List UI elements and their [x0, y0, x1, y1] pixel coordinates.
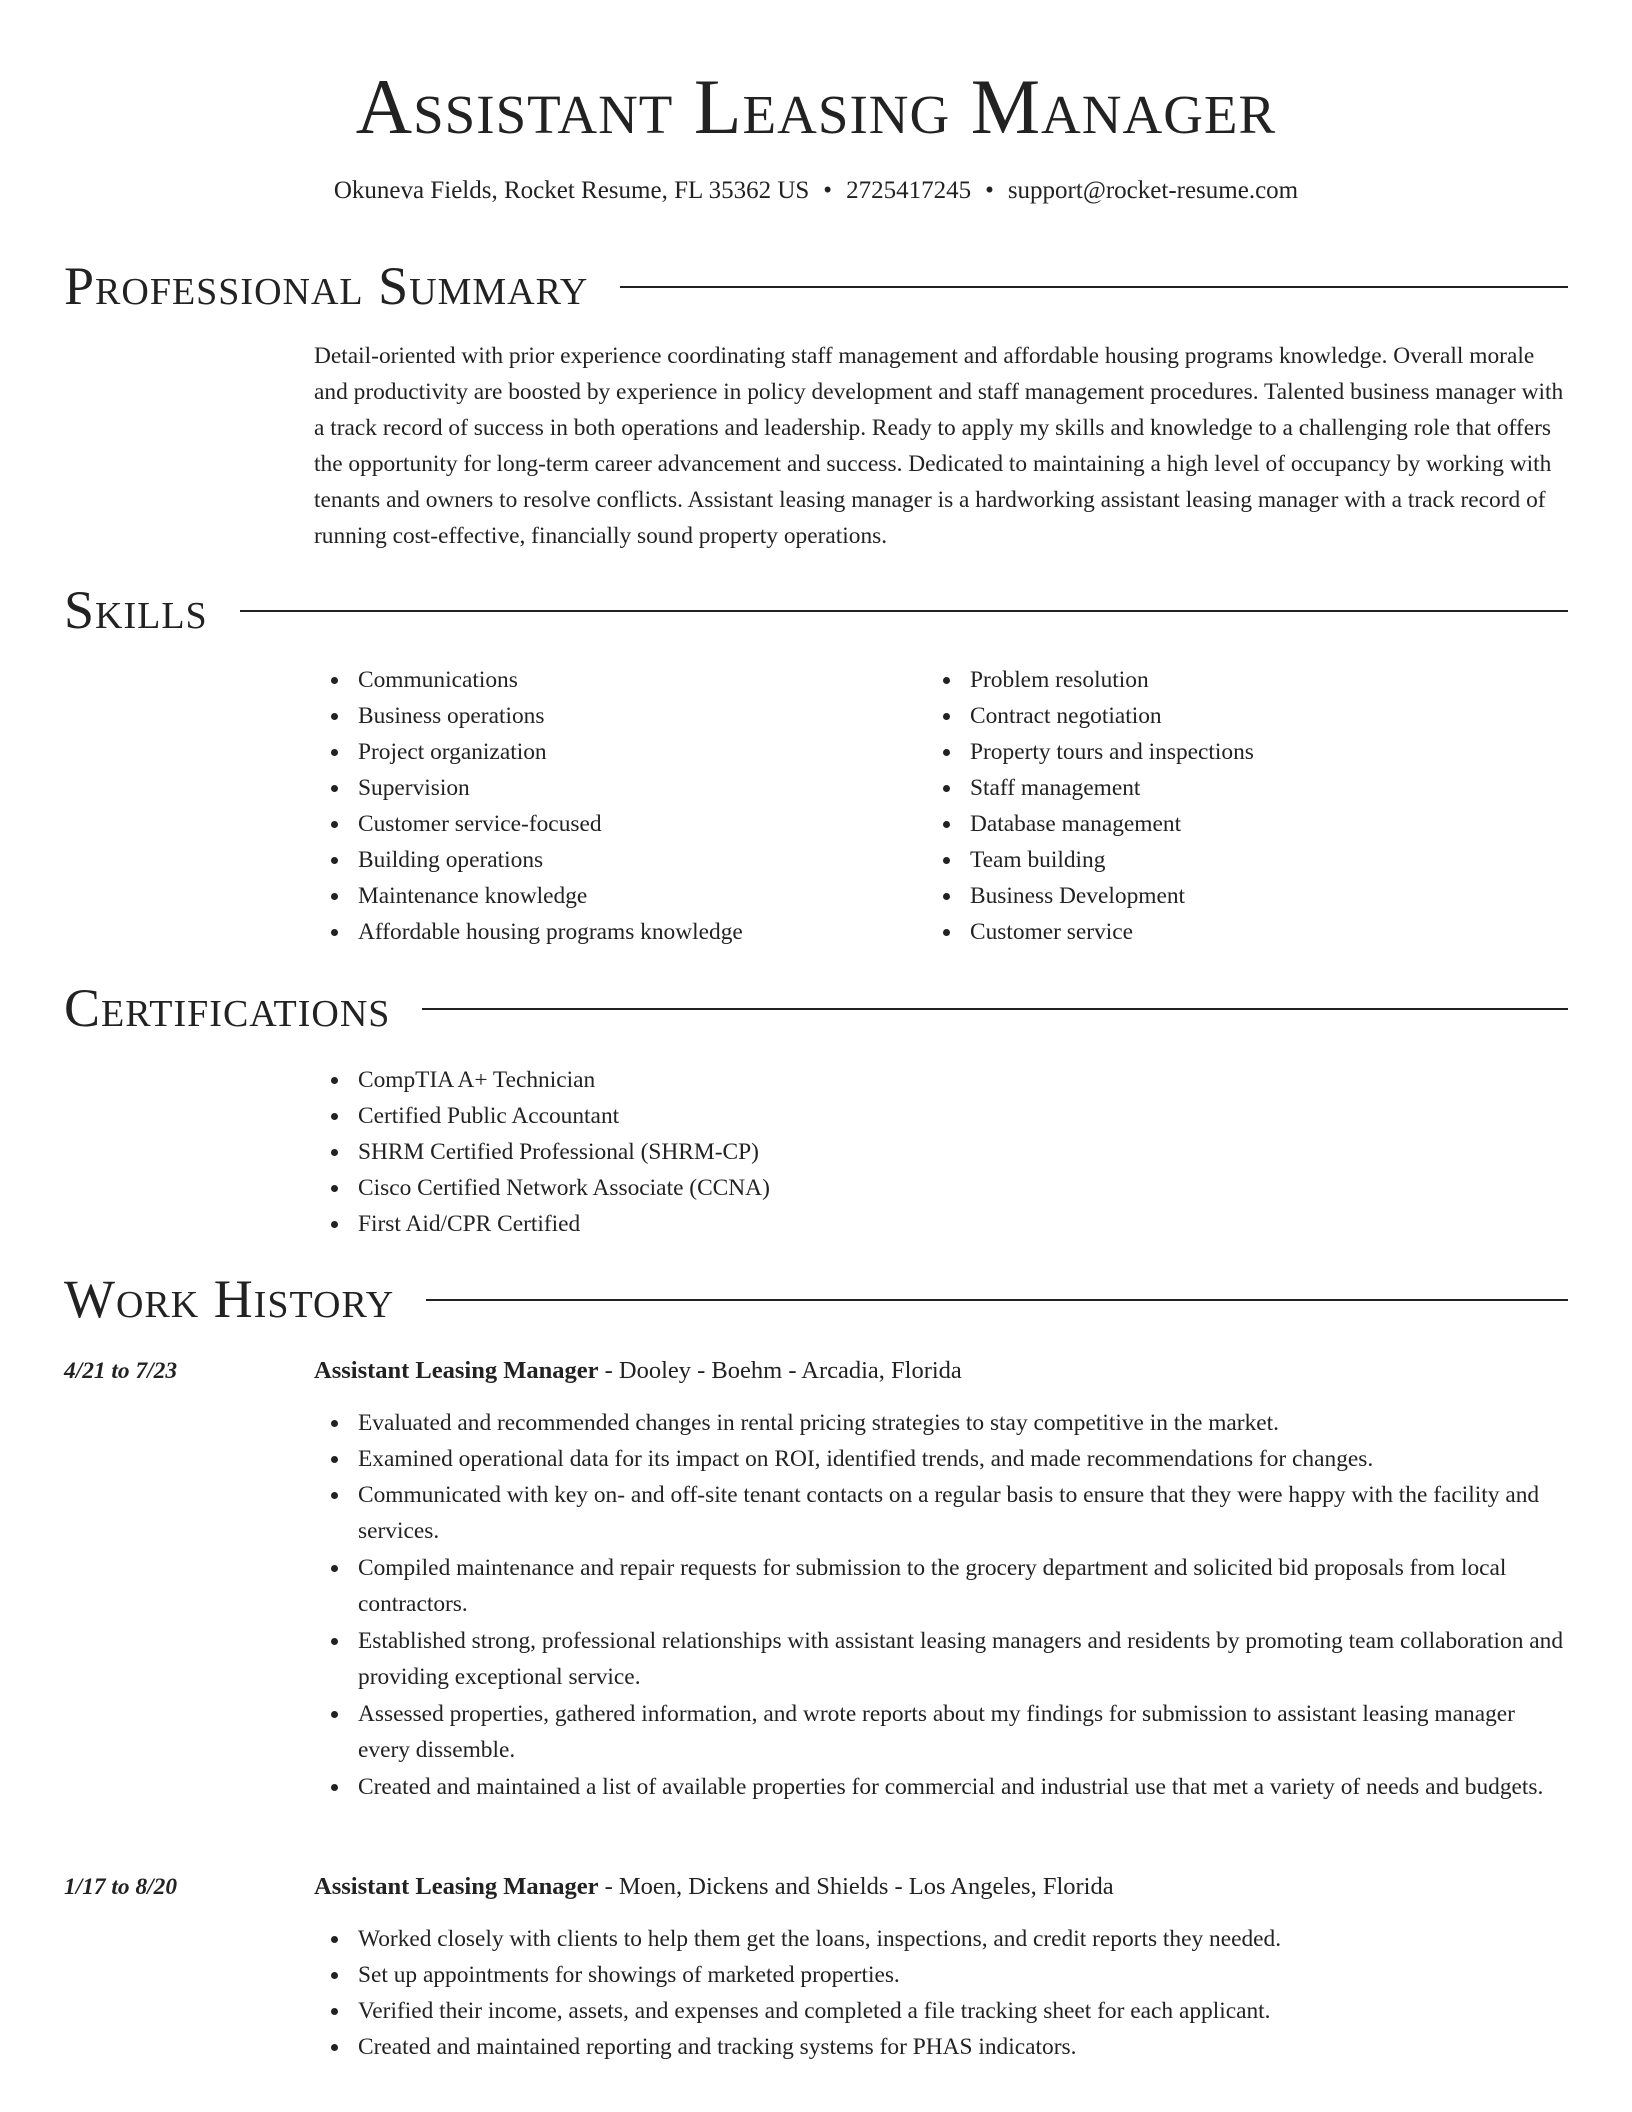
skill-item: Problem resolution: [926, 662, 1526, 698]
job-bullets: [314, 1921, 1568, 2065]
summary-heading: Professional Summary: [64, 256, 589, 316]
skill-item: Customer service-focused: [314, 806, 914, 842]
certification-item: First Aid/CPR Certified: [314, 1206, 1314, 1242]
summary-text: Detail-oriented with prior experience coordinating staff management and affordable housing programs knowledge. Overall morale and productivity are boosted by experience in policy development and staff management procedures. Talented business manager with a track record of success in both operations and leadership. Ready to apply my skills and knowledge to a challenging role that offers the opportunity for long-term career advancement and success. Dedicated to maintaining a high level of occupancy by working with tenants and owners to resolve conflicts. Assistant leasing manager is a hardworking assistant leasing manager with a track record of running cost-effective, financially sound property operations.: [314, 343, 1564, 549]
job-bullets: [314, 1405, 1568, 1806]
contact-separator: •: [823, 177, 833, 204]
job-bullet: Evaluated and recommended changes in rental pricing strategies to stay competitive in the market.: [314, 1405, 1568, 1441]
job-bullet: Established strong, professional relationships with assistant leasing managers and residents by promoting team collaboration and providing exceptional service.: [314, 1623, 1568, 1695]
certification-item: SHRM Certified Professional (SHRM-CP): [314, 1134, 1314, 1170]
skills-section-header: [64, 578, 1568, 642]
job-bullet: Verified their income, assets, and expenses and completed a file tracking sheet for each applicant.: [314, 1993, 1568, 2029]
job-role: Assistant Leasing Manager: [314, 1357, 599, 1384]
certification-item: Cisco Certified Network Associate (CCNA): [314, 1170, 1314, 1206]
job-bullet: Worked closely with clients to help them get the loans, inspections, and credit reports they needed.: [314, 1921, 1568, 1957]
skill-item: Customer service: [926, 914, 1526, 950]
skill-item: Property tours and inspections: [926, 734, 1526, 770]
skills-list-left: [314, 662, 914, 950]
skill-item: Contract negotiation: [926, 698, 1526, 734]
certifications-list: [314, 1062, 1314, 1242]
resume-page: [64, 0, 1568, 2112]
page-title: Assistant Leasing Manager: [355, 63, 1277, 150]
skills-heading: Skills: [64, 580, 208, 640]
skill-item: Business operations: [314, 698, 914, 734]
skill-item: Project organization: [314, 734, 914, 770]
contact-address: Okuneva Fields, Rocket Resume, FL 35362 US: [333, 177, 810, 204]
certification-item: Certified Public Accountant: [314, 1098, 1314, 1134]
skill-item: Staff management: [926, 770, 1526, 806]
summary-section-header: [64, 254, 1568, 318]
contact-email: support@rocket-resume.com: [1007, 177, 1299, 204]
contact-line: [64, 174, 1568, 208]
job-employer: - Dooley - Boehm - Arcadia, Florida: [598, 1357, 962, 1384]
section-divider: [422, 1008, 1568, 1010]
skill-item: Team building: [926, 842, 1526, 878]
certifications-heading: Certifications: [64, 978, 391, 1038]
skill-item: Business Development: [926, 878, 1526, 914]
job-dates: 4/21 to 7/23: [64, 1358, 178, 1384]
contact-phone: 2725417245: [846, 177, 972, 204]
certification-item: CompTIA A+ Technician: [314, 1062, 1314, 1098]
skill-item: Building operations: [314, 842, 914, 878]
job-employer: - Moen, Dickens and Shields - Los Angeles, Florida: [598, 1873, 1114, 1900]
section-divider: [620, 286, 1568, 288]
work-history-section-header: [64, 1267, 1568, 1331]
job-role: Assistant Leasing Manager: [314, 1873, 599, 1900]
job-bullet: Set up appointments for showings of marketed properties.: [314, 1957, 1568, 1993]
job-bullet: Compiled maintenance and repair requests for submission to the grocery department and solicited bid proposals from local contractors.: [314, 1550, 1568, 1622]
skills-list-right: [926, 662, 1526, 950]
certifications-section-header: [64, 976, 1568, 1040]
section-divider: [426, 1299, 1568, 1301]
job-bullet: Created and maintained a list of available properties for commercial and industrial use that met a variety of needs and budgets.: [314, 1769, 1568, 1805]
job-bullet: Created and maintained reporting and tracking systems for PHAS indicators.: [314, 2029, 1568, 2065]
contact-separator: •: [985, 177, 994, 204]
skill-item: Maintenance knowledge: [314, 878, 914, 914]
section-divider: [240, 610, 1568, 612]
job-dates: 1/17 to 8/20: [64, 1874, 178, 1900]
skill-item: Database management: [926, 806, 1526, 842]
work-history-heading: Work History: [64, 1269, 395, 1329]
job-bullet: Assessed properties, gathered information, and wrote reports about my findings for submission to assistant leasing manager every dissemble.: [314, 1696, 1568, 1768]
job-bullet: Communicated with key on- and off-site tenant contacts on a regular basis to ensure that they were happy with the facility and services.: [314, 1477, 1568, 1549]
skill-item: Supervision: [314, 770, 914, 806]
skill-item: Communications: [314, 662, 914, 698]
skill-item: Affordable housing programs knowledge: [314, 914, 914, 950]
job-bullet: Examined operational data for its impact on ROI, identified trends, and made recommendations for changes.: [314, 1441, 1568, 1477]
job-title-line: [314, 1869, 1114, 1905]
job-title-line: [314, 1353, 962, 1389]
